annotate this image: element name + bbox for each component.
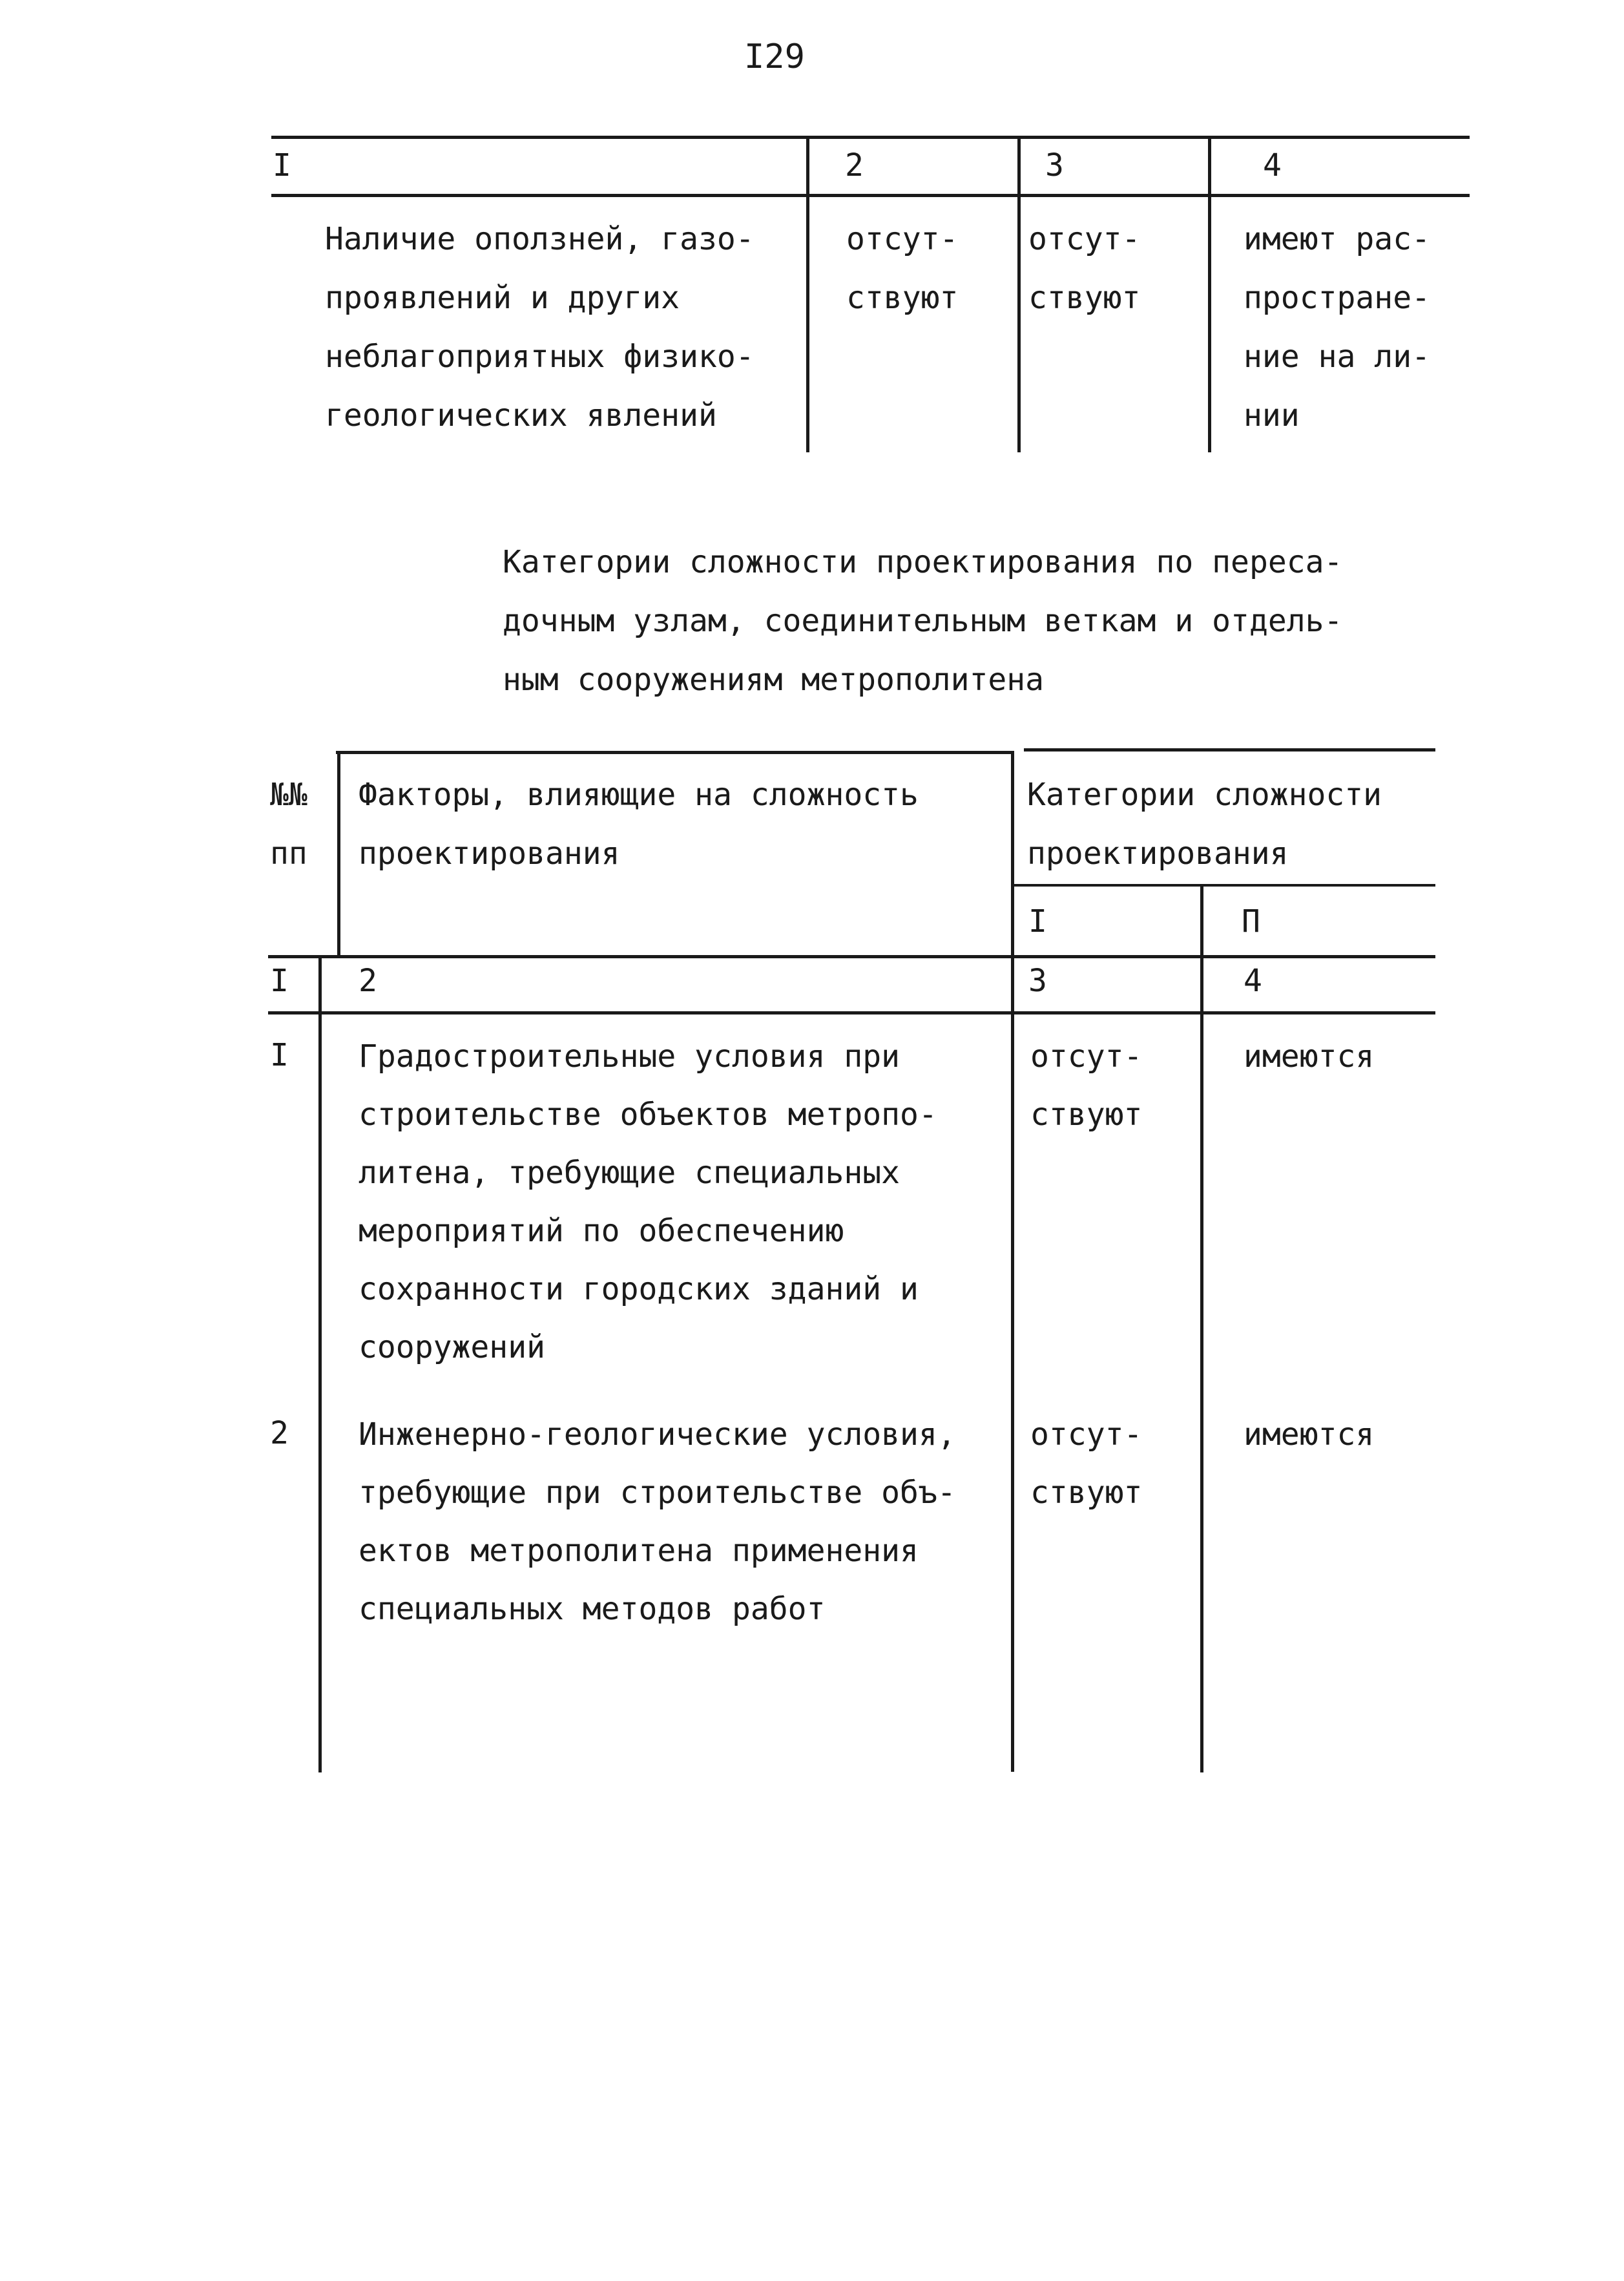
table2-header-factors (359, 766, 919, 883)
text-line: неблагоприятных физико- (325, 339, 755, 375)
table2-row1-cat2 (1244, 1027, 1374, 1086)
table2-index-3: 3 (1028, 963, 1047, 999)
text-line: сооружений (359, 1329, 545, 1365)
table2-index-4: 4 (1244, 963, 1262, 999)
table-caption (503, 533, 1342, 710)
text-line: ствуют (1028, 280, 1141, 316)
page-number: I29 (744, 37, 805, 76)
table1-col3-text (1028, 210, 1140, 328)
text-line: ствуют (1030, 1097, 1143, 1133)
text-line: имеются (1244, 1416, 1375, 1453)
table1-factor-text (325, 210, 755, 445)
table2-header-num (270, 766, 307, 883)
text-line: отсут- (1028, 221, 1141, 257)
table1-divider-2 (1017, 136, 1021, 452)
table1-header-col4: 4 (1263, 147, 1282, 184)
table2-header-cat2: П (1242, 903, 1260, 940)
table1-header-rule (271, 194, 1470, 197)
header-line: проектирования (359, 836, 620, 872)
text-line: отсут- (846, 221, 959, 257)
table2-row1-num: I (270, 1037, 289, 1073)
text-line: ектов метрополитена применения (359, 1533, 919, 1569)
table2-row2-factor (359, 1405, 956, 1638)
table2-header-categories (1027, 766, 1382, 883)
table1-col4-text (1244, 210, 1430, 445)
table2-divider-num (337, 751, 340, 958)
table1-divider-3 (1208, 136, 1211, 452)
text-line: Градостроительные условия при (359, 1038, 900, 1075)
text-line: ствуют (1030, 1475, 1143, 1511)
header-line: Категории сложности (1027, 777, 1382, 813)
table2-header-bottom-rule (268, 955, 1435, 958)
text-line: отсут- (1030, 1416, 1143, 1453)
text-line: литена, требующие специальных (359, 1155, 900, 1191)
table2-divider-factors (1011, 751, 1014, 1772)
header-line: проектирования (1027, 836, 1289, 872)
text-line: Наличие оползней, газо- (325, 221, 755, 257)
table2-divider-categories (1200, 884, 1203, 1772)
table2-index-1: I (270, 963, 289, 999)
table1-divider-1 (806, 136, 809, 452)
table2-row1-cat1 (1030, 1027, 1142, 1144)
header-line: Факторы, влияющие на сложность (359, 777, 919, 813)
text-line: ствуют (846, 280, 959, 316)
caption-line: ным сооружениям метрополитена (503, 662, 1045, 698)
table1-header-col2: 2 (845, 147, 864, 184)
text-line: проявлений и других (325, 280, 680, 316)
text-line: простране- (1244, 280, 1430, 316)
table1-top-rule (271, 136, 1470, 139)
table1-header-col1: I (273, 147, 291, 184)
text-line: сохранности городских зданий и (359, 1271, 919, 1307)
table2-row2-cat2 (1244, 1405, 1374, 1464)
table2-header-cat1: I (1028, 903, 1047, 940)
table2-top-rule-right (1024, 748, 1435, 752)
text-line: отсут- (1030, 1038, 1143, 1075)
caption-line: дочным узлам, соединительным веткам и отдель- (503, 603, 1343, 639)
header-line: №№ (270, 777, 307, 813)
table2-subheader-rule (1014, 884, 1435, 887)
table2-row2-num: 2 (270, 1415, 289, 1451)
caption-line: Категории сложности проектирования по переса- (503, 544, 1343, 580)
text-line: специальных методов работ (359, 1591, 826, 1627)
table1-col2-text (846, 210, 958, 328)
table2-row2-cat1 (1030, 1405, 1142, 1522)
text-line: нии (1244, 397, 1300, 434)
text-line: геологических явлений (325, 397, 717, 434)
table2-row1-factor (359, 1027, 937, 1376)
table2-divider-num-body (318, 955, 322, 1772)
table1-header-col3: 3 (1045, 147, 1064, 184)
text-line: Инженерно-геологические условия, (359, 1416, 956, 1453)
header-line: пп (270, 836, 307, 872)
table2-index-row-rule (268, 1011, 1435, 1014)
text-line: имеются (1244, 1038, 1375, 1075)
text-line: имеют рас- (1244, 221, 1430, 257)
text-line: мероприятий по обеспечению (359, 1213, 844, 1249)
text-line: строительстве объектов метропо- (359, 1097, 937, 1133)
text-line: требующие при строительстве объ- (359, 1475, 956, 1511)
text-line: ние на ли- (1244, 339, 1430, 375)
table2-top-rule (336, 751, 1014, 754)
table2-index-2: 2 (359, 963, 377, 999)
